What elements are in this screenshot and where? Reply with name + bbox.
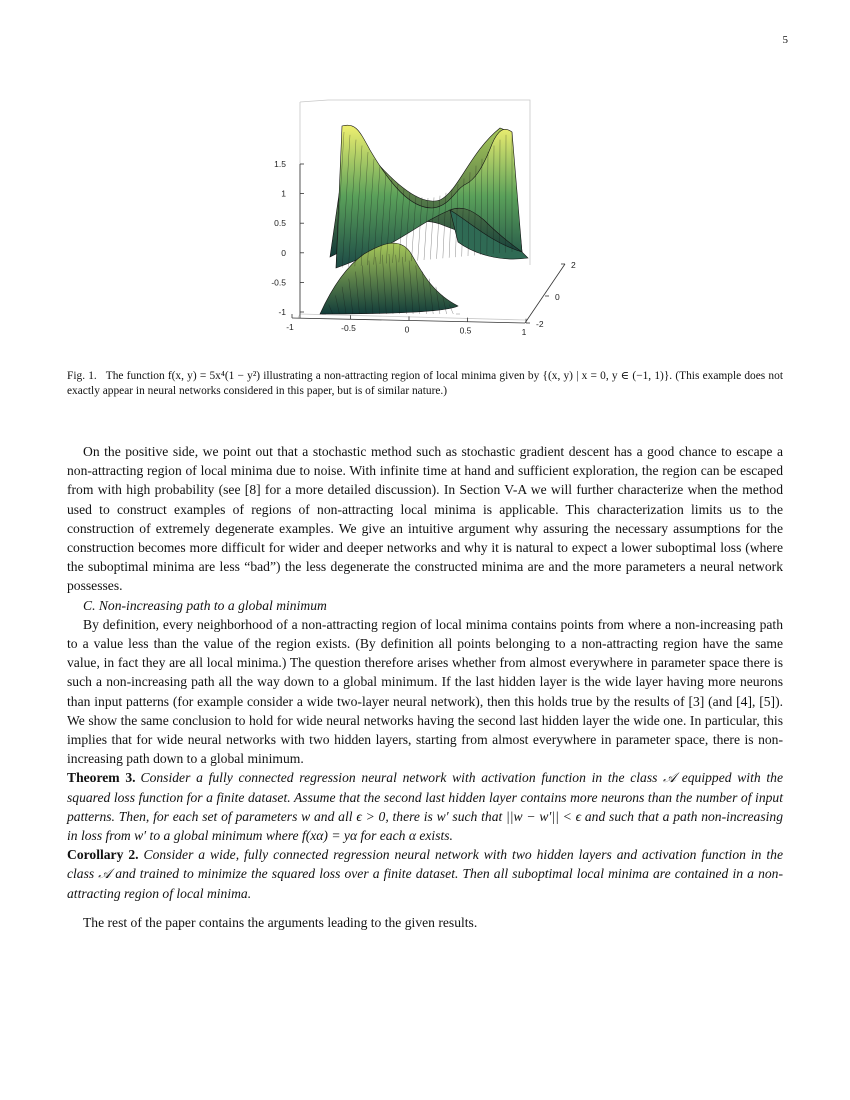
x-tick-label: 0 xyxy=(404,324,410,335)
z-tick-label: -0.5 xyxy=(271,277,286,288)
theorem-3 xyxy=(67,768,783,845)
paragraph-rest: The rest of the paper contains the arguments leading to the given results. xyxy=(83,914,478,930)
theorem-label: Theorem 3. xyxy=(67,770,136,786)
corollary-2 xyxy=(67,845,783,903)
theorem-text: Consider a fully connected regression neural network with activation function in the class 𝒜 equipped with the squared loss function for a finite dataset. Assume that the second last hidden layer contains more neurons than the number of input patterns. Then, for each set of parameters w and all ϵ > 0, there is w′ such that ||w − w′|| < ϵ and such that a path non-increasing in loss from w′ to a global minimum where f(xα) = yα for each α exists. xyxy=(67,770,783,844)
z-tick-label: -1 xyxy=(278,307,286,317)
x-axis-ticks xyxy=(286,314,526,337)
surface-plot xyxy=(260,92,590,354)
z-axis-ticks xyxy=(271,159,304,317)
z-tick-label: 0.5 xyxy=(274,218,286,229)
y-axis-ticks xyxy=(526,260,576,329)
y-tick-label: 0 xyxy=(555,292,560,302)
y-tick-label: 2 xyxy=(571,260,576,270)
x-tick-label: -0.5 xyxy=(341,323,356,334)
z-tick-label: 0 xyxy=(281,247,286,258)
surface-mesh xyxy=(320,125,528,314)
page-number: 5 xyxy=(782,34,788,46)
z-tick-label: 1.5 xyxy=(274,159,286,169)
paragraph-positive-side: On the positive side, we point out that a stochastic method such as stochastic gradient descent has a good chance to escape a non-attracting region of local minima due to noise. With infinite time at hand and sufficient exploration, the region can be escaped from with high probability (see [8] for a more detailed discussion). In Section V-A we will further characterize when the method used to construct examples of regions of non-attracting local minima is applicable. This characterization limits us to the construction of extremely degenerate examples. We give an intuitive argument why assuring the necessary assumptions for the construction becomes more difficult for wider and deeper networks and why it is natural to expect a lower suboptimal loss (where the suboptimal minima are less “bad”) the less degenerate the constructed minima are and the more parameters a neural network possesses. xyxy=(67,444,783,594)
corollary-text: Consider a wide, fully connected regression neural network with two hidden layers and activation function in the class 𝒜 and trained to minimize the squared loss over a finite dataset. Then all suboptimal local minima are contained in a non-attracting region of local minima. xyxy=(67,847,783,901)
paragraph-definition: By definition, every neighborhood of a non-attracting region of local minima contains points from where a non-increasing path to a value less than the value of the region exists. (By definition all points belonging to a non-attracting region have the same value, in fact they are all local minima.) The question therefore arises whether from almost everywhere in parameter space there is such a non-increasing path all the way down to a global minimum. If the last hidden layer is the wide layer having more neurons than input patterns (for example consider a wide two-layer neural network), then this holds true by the results of [3] (and [4], [5]). We show the same conclusion to hold for wide neural networks having the second last hidden layer the wide one. In particular, this implies that for wide neural networks with two hidden layers, starting from almost everywhere in parameter space, there is non-increasing path down to a global minimum. xyxy=(67,616,783,767)
caption-text: The function f(x, y) = 5x⁴(1 − y²) illustrating a non-attracting region of local minima given by {(x, y) | x = 0, y ∈ (−1, 1)}. (This example does not exactly appear in neural networks considered in this paper, but is of similar nature.) xyxy=(67,370,783,397)
body-text xyxy=(67,442,783,932)
x-tick-label: -1 xyxy=(286,322,294,332)
x-tick-label: 1 xyxy=(521,326,527,337)
caption-label: Fig. 1. xyxy=(67,370,97,382)
z-tick-label: 1 xyxy=(281,188,286,199)
x-tick-label: 0.5 xyxy=(459,325,472,336)
section-heading: C. Non-increasing path to a global minimum xyxy=(83,597,327,613)
y-tick-label: -2 xyxy=(536,319,544,329)
figure-caption xyxy=(67,369,783,399)
corollary-label: Corollary 2. xyxy=(67,847,139,863)
surface-plot-figure xyxy=(260,92,590,354)
